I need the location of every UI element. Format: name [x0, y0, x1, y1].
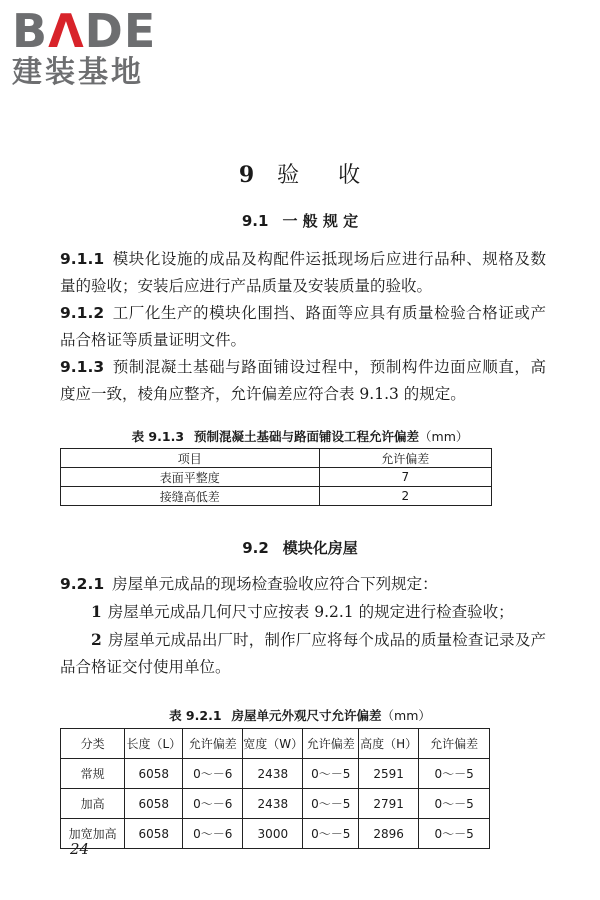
clause-item-2: 2 房屋单元成品出厂时，制作厂应将每个成品的质量检查记录及产品合格证交付使用单位。: [60, 630, 546, 676]
table-row: [61, 759, 490, 789]
table-9-1-3: [60, 448, 492, 506]
table-cell: 表面平整度: [61, 468, 320, 487]
table-cell: 0～－5: [303, 819, 359, 849]
table-cell: 3000: [243, 819, 303, 849]
table-9-2-1: [60, 728, 490, 849]
table-header-cell: 允许偏差: [303, 729, 359, 759]
clauses-9-1: [60, 246, 546, 408]
table-header-cell: 项目: [61, 449, 320, 468]
table-cell: 常规: [61, 759, 125, 789]
table-cell: 加宽加高: [61, 819, 125, 849]
table-cell: 2791: [359, 789, 419, 819]
site-logo: [12, 6, 182, 90]
clause-9-1-3: 9.1.3 预制混凝土基础与路面铺设过程中，预制构件边面应顺直，高度应一致，棱角应整齐，允许偏差应符合表 9.1.3 的规定。: [60, 358, 546, 403]
table-row: [61, 487, 492, 506]
table-header-cell: 高度（H）: [359, 729, 419, 759]
clause-9-1-2: 9.1.2 工厂化生产的模块化围挡、路面等应具有质量检验合格证或产品合格证等质量证明文件。: [60, 304, 546, 349]
section-title-9-1: 9.1 一 般 规 定: [241, 212, 359, 230]
chapter-title-part-b: 收: [338, 163, 362, 188]
chapter-title-part-a: 验: [277, 163, 301, 188]
table-row: [61, 468, 492, 487]
table-cell: 6058: [125, 789, 183, 819]
table-header-cell: 允许偏差: [319, 449, 491, 468]
table-cell: 2591: [359, 759, 419, 789]
table-cell: 加高: [61, 789, 125, 819]
table-header-cell: 允许偏差: [419, 729, 490, 759]
clause-9-2-1-lead: 9.2.1 房屋单元成品的现场检查验收应符合下列规定：: [60, 575, 438, 593]
table-cell: 2438: [243, 759, 303, 789]
table-header-cell: 长度（L）: [125, 729, 183, 759]
section-title-9-2: 9.2 模块化房屋: [242, 539, 358, 557]
table-cell: 2438: [243, 789, 303, 819]
table-cell: 0～－5: [419, 759, 490, 789]
logo-wordmark: BΛDE: [12, 4, 157, 58]
table-header-cell: 宽度（W）: [243, 729, 303, 759]
table-cell: 2: [319, 487, 491, 506]
table-header-row: [61, 729, 490, 759]
table-header-cell: 允许偏差: [183, 729, 243, 759]
table-cell: 0～－6: [183, 789, 243, 819]
table-cell: 接缝高低差: [61, 487, 320, 506]
table-cell: 0～－6: [183, 759, 243, 789]
table-cell: 6058: [125, 819, 183, 849]
table-cell: 7: [319, 468, 491, 487]
table-cell: 0～－5: [419, 789, 490, 819]
chapter-number: 9: [238, 162, 256, 188]
table-header-row: [61, 449, 492, 468]
page-number: 24: [70, 840, 90, 858]
table-cell: 0～－5: [303, 759, 359, 789]
table-row: [61, 789, 490, 819]
table-cell: 0～－5: [419, 819, 490, 849]
table-cell: 6058: [125, 759, 183, 789]
table-cell: 0～－6: [183, 819, 243, 849]
clause-item-1: 1 房屋单元成品几何尺寸应按表 9.2.1 的规定进行检查验收；: [91, 602, 514, 621]
table-9-1-3-caption: 表 9.1.3 预制混凝土基础与路面铺设工程允许偏差（mm）: [131, 429, 469, 444]
table-header-cell: 分类: [61, 729, 125, 759]
table-cell: 2896: [359, 819, 419, 849]
clause-9-1-1: 9.1.1 模块化设施的成品及构配件运抵现场后应进行品种、规格及数量的验收；安装后应进行产品质量及安装质量的验收。: [60, 250, 546, 295]
table-cell: 0～－5: [303, 789, 359, 819]
chapter-title: [0, 158, 600, 189]
logo-accent-letter: Λ: [48, 4, 85, 58]
table-9-2-1-caption: 表 9.2.1 房屋单元外观尺寸允许偏差（mm）: [169, 708, 431, 723]
clause-9-2-1: [60, 571, 546, 681]
table-row: [61, 819, 490, 849]
logo-chinese-text: 建装基地: [12, 55, 144, 90]
